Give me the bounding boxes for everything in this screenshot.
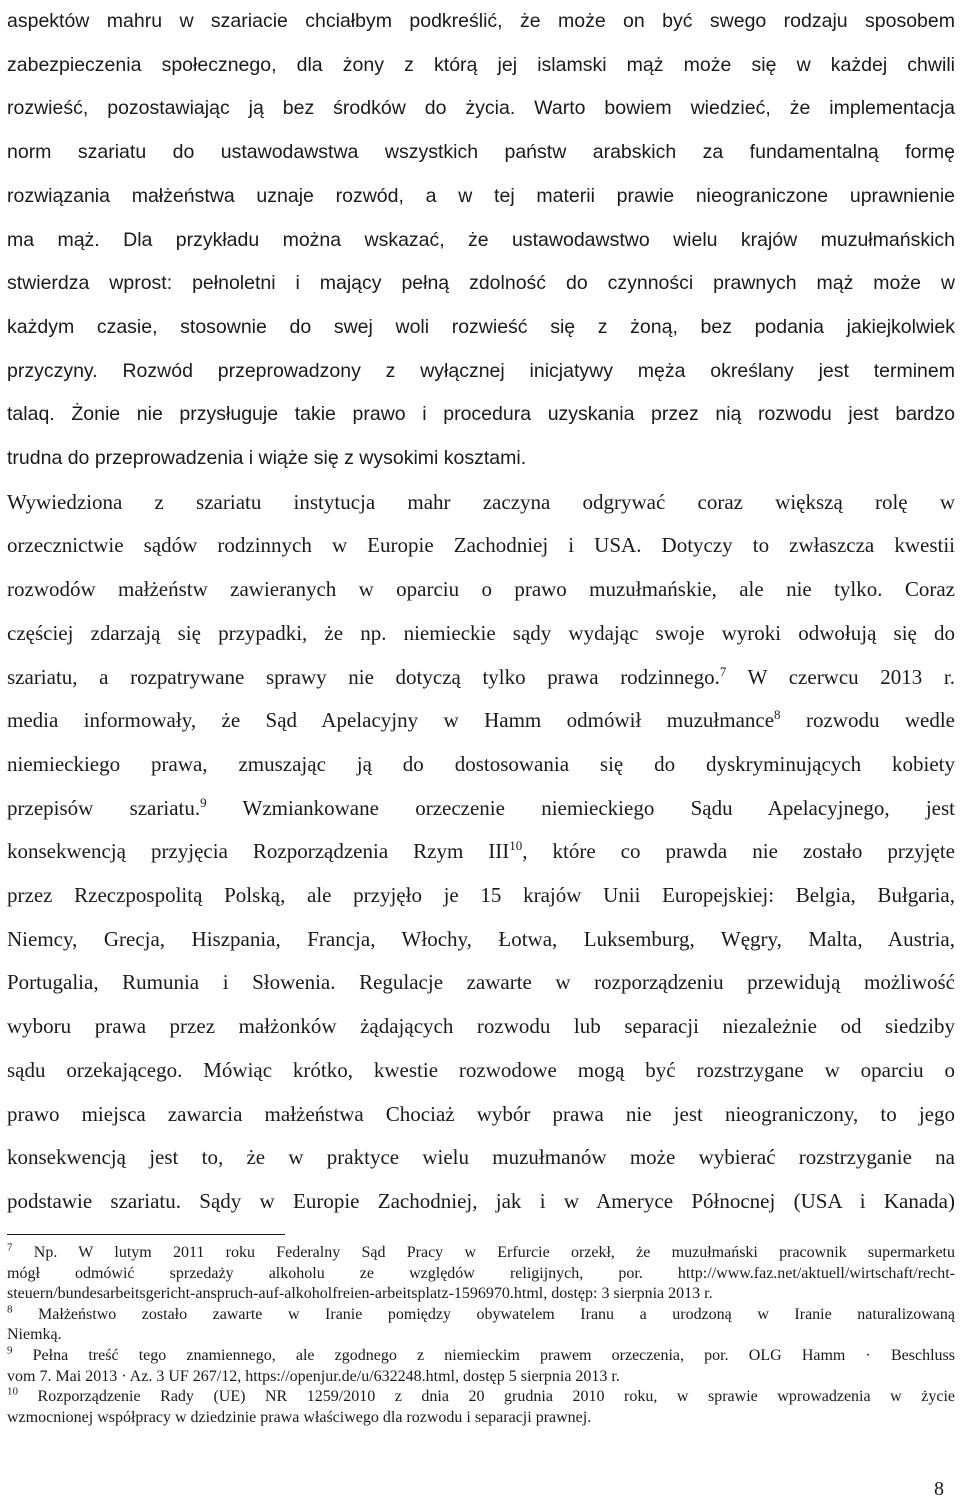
text-line: przez Rzeczpospolitą Polską, ale przyjęło je 15 krajów Unii Europejskiej: Belgia, Bułgaria, (7, 883, 955, 908)
footnote-line: steuern/bundesarbeitsgericht-anspruch-auf-alkoholfreien-arbeitsplatz-1596970.html, dostęp: 3 sierpnia 2013 r. (7, 1285, 713, 1303)
text-line (7, 830, 955, 874)
text-line (7, 787, 955, 831)
footnote-number: 8 (7, 1303, 13, 1316)
footnote-text: Np. W lutym 2011 roku Federalny Sąd Pracy w Erfurcie orzekł, że muzułmański pracownik supermarketu (33, 1244, 955, 1261)
text-line (7, 699, 955, 743)
footnote-line: mógł odmówić sprzedaży alkoholu ze względów religijnych, por. http://www.faz.net/aktuell/wirtschaft/recht- (7, 1264, 955, 1282)
footnote-separator (7, 1234, 285, 1235)
footnote-10 (7, 1387, 955, 1408)
text-line: zabezpieczenia społecznego, dla żony z którą jej islamski mąż może się w każdej chwili (7, 53, 955, 76)
text-line: każdym czasie, stosownie do swej woli rozwieść się z żoną, bez podania jakiejkolwiek (7, 315, 955, 338)
text-line: trudna do przeprowadzenia i wiąże się z wysokimi kosztami. (7, 447, 527, 470)
text-line: rozwiązania małżeństwa uznaje rozwód, a w tej materii prawie nieograniczone uprawnienie (7, 184, 955, 207)
text-line: podstawie szariatu. Sądy w Europie Zachodniej, jak i w Ameryce Północnej (USA i Kanada) (7, 1188, 955, 1213)
footnote-9 (7, 1346, 955, 1367)
text-line: Portugalia, Rumunia i Słowenia. Regulacje zawarte w rozporządzeniu przewidują możliwość (7, 970, 955, 995)
footnote-ref-9[interactable]: 9 (200, 794, 207, 810)
footnote-text: Rozporządzenie Rady (UE) NR 1259/2010 z dnia 20 grudnia 2010 roku, w sprawie wprowadzenia w życie (37, 1388, 955, 1406)
footnote-number: 9 (7, 1344, 13, 1357)
footnote-7 (7, 1243, 955, 1264)
text-segment: Wzmiankowane orzeczenie niemieckiego Sądu Apelacyjnego, jest (206, 795, 955, 820)
footnote-text: Pełna treść tego znamiennego, ale zgodnego z niemieckim prawem orzeczenia, por. OLG Hamm · Beschluss (32, 1346, 955, 1364)
text-segment: media informowały, że Sąd Apelacyjny w Hamm odmówił muzułmance (7, 708, 775, 733)
text-line: przyczyny. Rozwód przeprowadzony z wyłącznej inicjatywy męża określany jest terminem (7, 359, 955, 382)
text-segment: konsekwencją przyjęcia Rozporządzenia Rzym III (7, 839, 510, 864)
text-segment: , które co prawda nie zostało przyjęte (522, 839, 955, 864)
text-line (7, 656, 955, 700)
text-segment: rozwodu wedle (780, 708, 955, 733)
footnote-line: wzmocnionej współpracy w dziedzinie prawa właściwego dla rozwodu i separacji prawnej. (7, 1408, 592, 1426)
page-number: 8 (934, 1478, 944, 1500)
text-segment: szariatu, a rozpatrywane sprawy nie dotyczą tylko prawa rodzinnego. (7, 664, 720, 689)
text-line: orzecznictwie sądów rodzinnych w Europie Zachodniej i USA. Dotyczy to zwłaszcza kwestii (7, 533, 955, 558)
footnote-number: 10 (7, 1385, 18, 1398)
footnote-8 (7, 1305, 955, 1326)
body-text (7, 0, 955, 1224)
text-line: konsekwencją jest to, że w praktyce wielu muzułmanów może wybierać rozstrzyganie na (7, 1145, 955, 1170)
footnote-line: vom 7. Mai 2013 · Az. 3 UF 267/12, https://openjur.de/u/632248.html, dostęp 5 sierpnia 2013 r. (7, 1367, 620, 1385)
text-line: Niemcy, Grecja, Hiszpania, Francja, Włochy, Łotwa, Luksemburg, Węgry, Malta, Austria, (7, 926, 955, 951)
text-line: rozwieść, pozostawiając ją bez środków do życia. Warto bowiem wiedzieć, że implementacja (7, 97, 955, 120)
text-line: sądu orzekającego. Mówiąc krótko, kwestie rozwodowe mogą być rozstrzygane w oparciu o (7, 1057, 955, 1082)
footnotes (7, 1243, 955, 1428)
footnote-ref-8[interactable]: 8 (774, 707, 781, 723)
footnote-number: 7 (7, 1241, 13, 1254)
text-line: aspektów mahru w szariacie chciałbym podkreślić, że może on być swego rodzaju sposobem (7, 10, 955, 32)
text-line: Wywiedziona z szariatu instytucja mahr zaczyna odgrywać coraz większą rolę w (7, 489, 955, 514)
text-line: stwierdza wprost: pełnoletni i mający pełną zdolność do czynności prawnych mąż może w (7, 272, 955, 295)
footnote-ref-10[interactable]: 10 (509, 838, 523, 854)
text-segment: przepisów szariatu. (7, 795, 201, 820)
footnote-line: Niemką. (7, 1326, 62, 1344)
text-line: norm szariatu do ustawodawstwa wszystkich państw arabskich za fundamentalną formę (7, 141, 955, 164)
text-segment: W czerwcu 2013 r. (726, 664, 955, 689)
text-line: niemieckiego prawa, zmuszając ją do dostosowania się do dyskryminujących kobiety (7, 751, 955, 776)
footnote-ref-7[interactable]: 7 (719, 663, 727, 679)
text-line: wyboru prawa przez małżonków żądających rozwodu lub separacji niezależnie od siedziby (7, 1014, 955, 1039)
text-line: ma mąż. Dla przykładu można wskazać, że ustawodawstwo wielu krajów muzułmańskich (7, 228, 955, 251)
text-line: rozwodów małżeństw zawieranych w oparciu o prawo muzułmańskie, ale nie tylko. Coraz (7, 577, 955, 602)
text-line: talaq. Żonie nie przysługuje takie prawo i procedura uzyskania przez nią rozwodu jest bardzo (7, 403, 955, 426)
text-line: częściej zdarzają się przypadki, że np. niemieckie sądy wydając swoje wyroki odwołują się do (7, 620, 955, 645)
footnote-text: Małżeństwo zostało zawarte w Iranie pomiędzy obywatelem Iranu a urodzoną w Iranie naturalizowaną (38, 1305, 955, 1323)
text-line: prawo miejsca zawarcia małżeństwa Chociaż wybór prawa nie jest nieograniczony, to jego (7, 1101, 955, 1126)
